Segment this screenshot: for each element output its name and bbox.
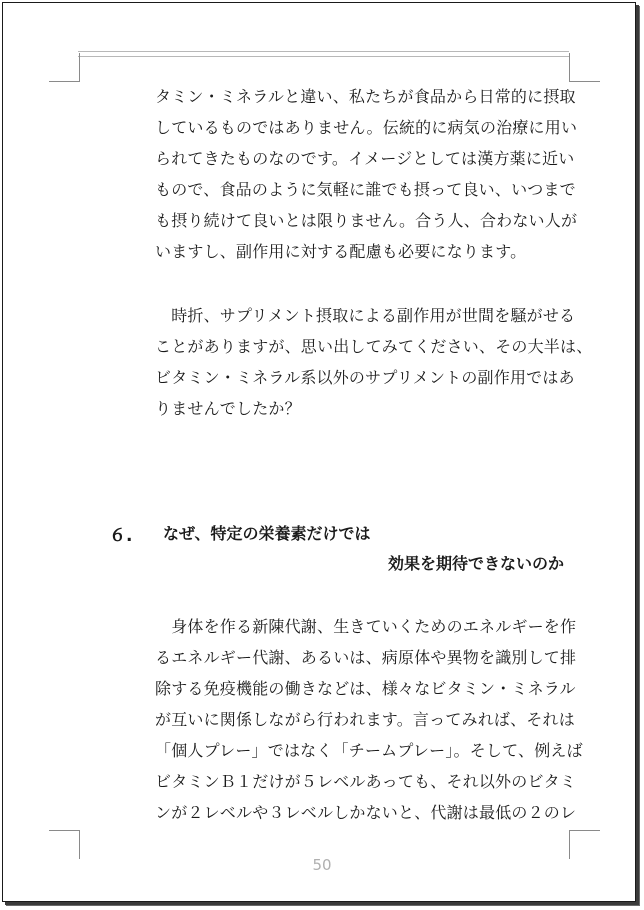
crop-mark-bottom-right: [569, 830, 600, 859]
header-rule: [78, 51, 569, 57]
crop-mark-top-left: [49, 53, 80, 82]
text-line: るエネルギー代謝、あるいは、病原体や異物を識別して排: [155, 648, 577, 667]
text-line: 身体を作る新陳代謝、生きていくためのエネルギーを作: [155, 617, 577, 636]
crop-mark-top-right: [569, 53, 600, 82]
page-number: 50: [312, 856, 332, 874]
text-line: られてきたものなのです。イメージとしては漢方薬に近い: [155, 149, 575, 168]
text-line: ビタミンＢ１だけが５レベルあっても、それ以外のビタミ: [155, 772, 577, 791]
section-heading-line-2: 効果を期待できないのか: [387, 554, 564, 573]
text-line: しているものではありません。伝統的に病気の治療に用い: [155, 118, 578, 137]
paragraph-1: [155, 81, 578, 267]
section-heading-line-1: なぜ、特定の栄養素だけでは: [163, 524, 371, 543]
text-line: 除する免疫機能の働きなどは、様々なビタミン・ミネラル: [155, 679, 576, 698]
crop-mark-bottom-left: [49, 830, 80, 859]
paragraph-3: [155, 611, 583, 828]
text-line: りませんでしたか？: [155, 399, 301, 418]
text-line: が互いに関係しながら行われます。言ってみれば、それは: [155, 710, 575, 729]
text-line: タミン・ミネラルと違い、私たちが食品から日常的に摂取: [155, 87, 576, 106]
text-line: ビタミン・ミネラル系以外のサプリメントの副作用ではあ: [155, 368, 575, 387]
text-line: 「個人プレー」ではなく「チームプレー」。そして、例えば: [155, 741, 583, 760]
paragraph-2: [155, 300, 593, 424]
text-line: ことがありますが、思い出してみてください、その大半は、: [155, 337, 593, 356]
section-number: ６.: [109, 526, 133, 546]
text-line: いますし、副作用に対する配慮も必要になります。: [155, 242, 527, 261]
text-line: 時折、サプリメント摂取による副作用が世間を騒がせる: [155, 306, 576, 325]
text-line: も摂り続けて良いとは限りません。合う人、合わない人が: [155, 211, 578, 230]
text-line: もので、食品のように気軽に誰でも摂って良い、いつまで: [155, 180, 576, 199]
text-line: ンが２レベルや３レベルしかないと、代謝は最低の２のレ: [155, 803, 577, 822]
